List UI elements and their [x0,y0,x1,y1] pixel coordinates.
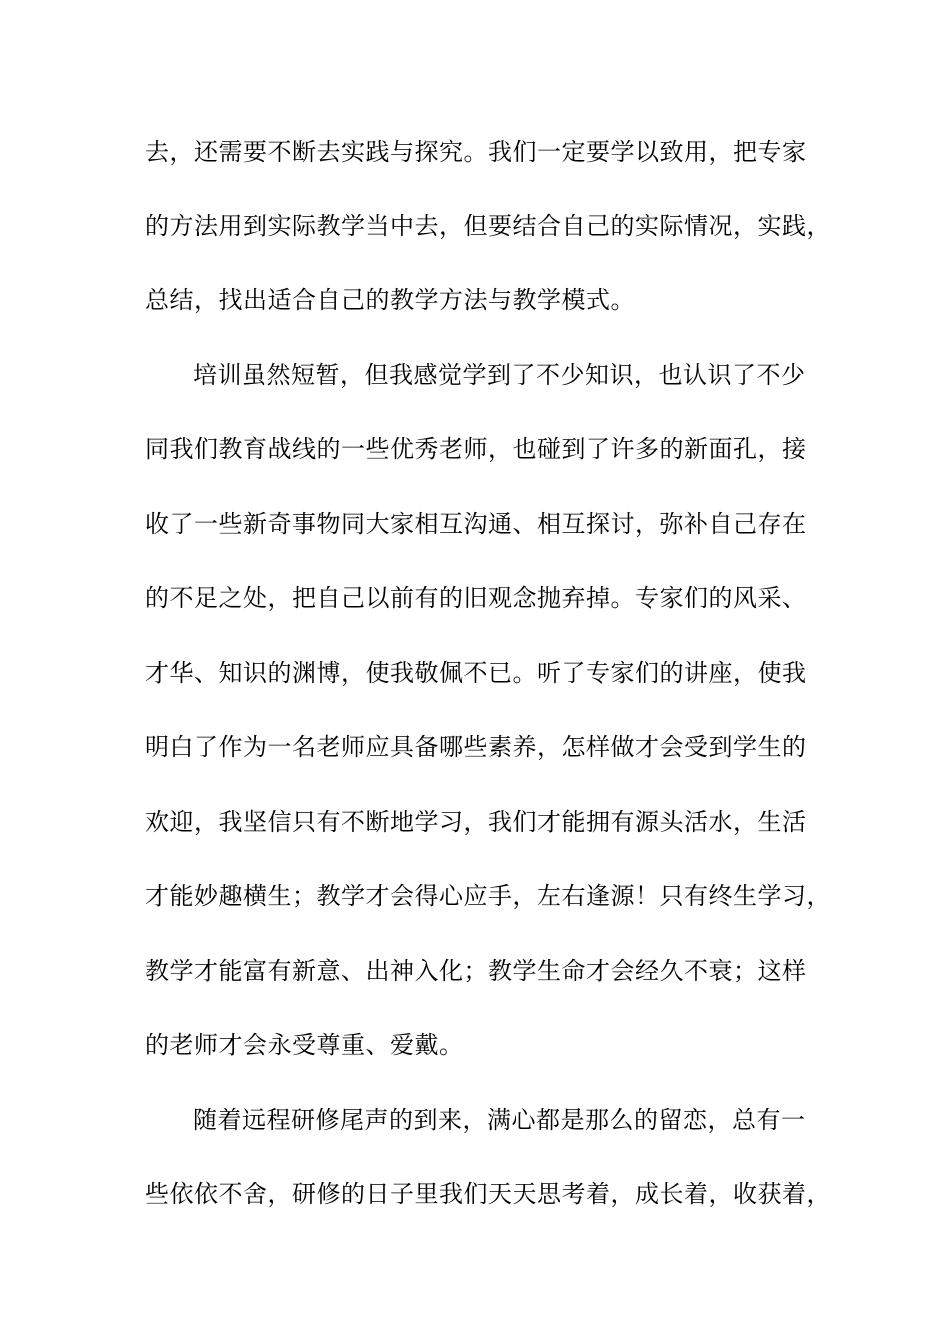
paragraph-first-line: 随着远程研修尾声的到来，满心都是那么的留恋，总有一 [193,1106,806,1134]
text-line: 明白了作为一名老师应具备哪些素养，怎样做才会受到学生的 [145,733,807,761]
text-line: 欢迎，我坚信只有不断地学习，我们才能拥有源头活水，生活 [145,808,807,836]
text-line: 收了一些新奇事物同大家相互沟通、相互探讨，弥补自己存在 [145,510,807,538]
text-line: 才能妙趣横生；教学才会得心应手，左右逢源！只有终生学习， [145,882,831,910]
text-line: 教学才能富有新意、出神入化；教学生命才会经久不衰；这样 [145,957,807,985]
text-line: 总结，找出适合自己的教学方法与教学模式。 [145,286,635,314]
text-line: 才华、知识的渊博，使我敬佩不已。听了专家们的讲座，使我 [145,659,807,687]
text-line: 的方法用到实际教学当中去，但要结合自己的实际情况，实践， [145,212,831,240]
text-line: 些依依不舍，研修的日子里我们天天思考着，成长着，收获着， [145,1180,831,1208]
text-line: 去，还需要不断去实践与探究。我们一定要学以致用，把专家 [145,138,807,166]
text-line: 的不足之处，把自己以前有的旧观念抛弃掉。专家们的风采、 [145,584,807,612]
paragraph-first-line: 培训虽然短暂，但我感觉学到了不少知识，也认识了不少 [193,361,806,389]
text-line: 同我们教育战线的一些优秀老师，也碰到了许多的新面孔，接 [145,435,807,463]
text-line: 的老师才会永受尊重、爱戴。 [145,1031,464,1059]
